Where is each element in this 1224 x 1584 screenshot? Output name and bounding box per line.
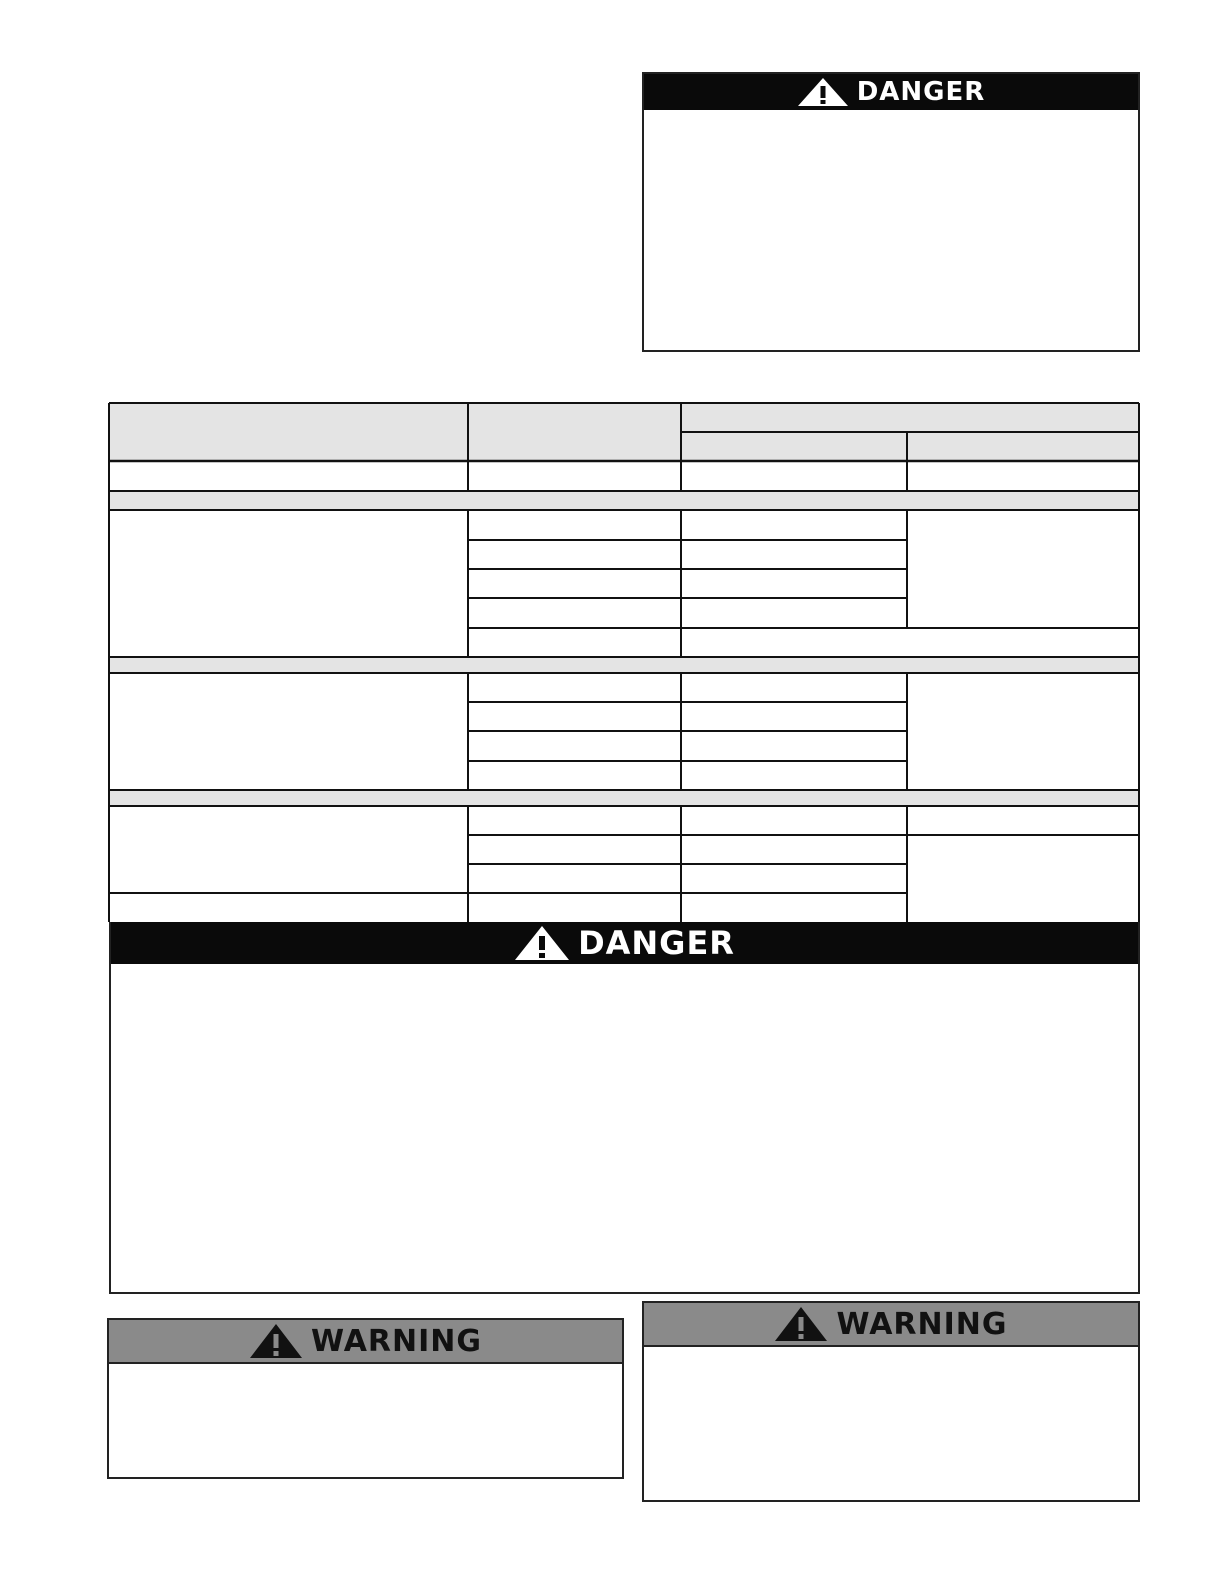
danger-title-main: DANGER	[578, 924, 735, 962]
warning-triangle-icon	[514, 925, 570, 961]
warning-notice-left	[107, 1318, 624, 1479]
danger-title-top: DANGER	[856, 77, 986, 107]
warning-triangle-icon	[797, 77, 849, 107]
warning-header-left	[109, 1320, 622, 1364]
warning-triangle-icon	[249, 1323, 303, 1359]
danger-notice-main	[109, 922, 1140, 1294]
warning-title-left: WARNING	[310, 1323, 483, 1359]
warning-notice-right	[642, 1301, 1140, 1502]
danger-header-top	[644, 74, 1138, 110]
danger-header-main	[111, 922, 1138, 964]
danger-notice-top	[642, 72, 1140, 352]
warning-header-right	[644, 1303, 1138, 1347]
warning-triangle-icon	[774, 1306, 828, 1342]
warning-title-right: WARNING	[836, 1306, 1008, 1342]
